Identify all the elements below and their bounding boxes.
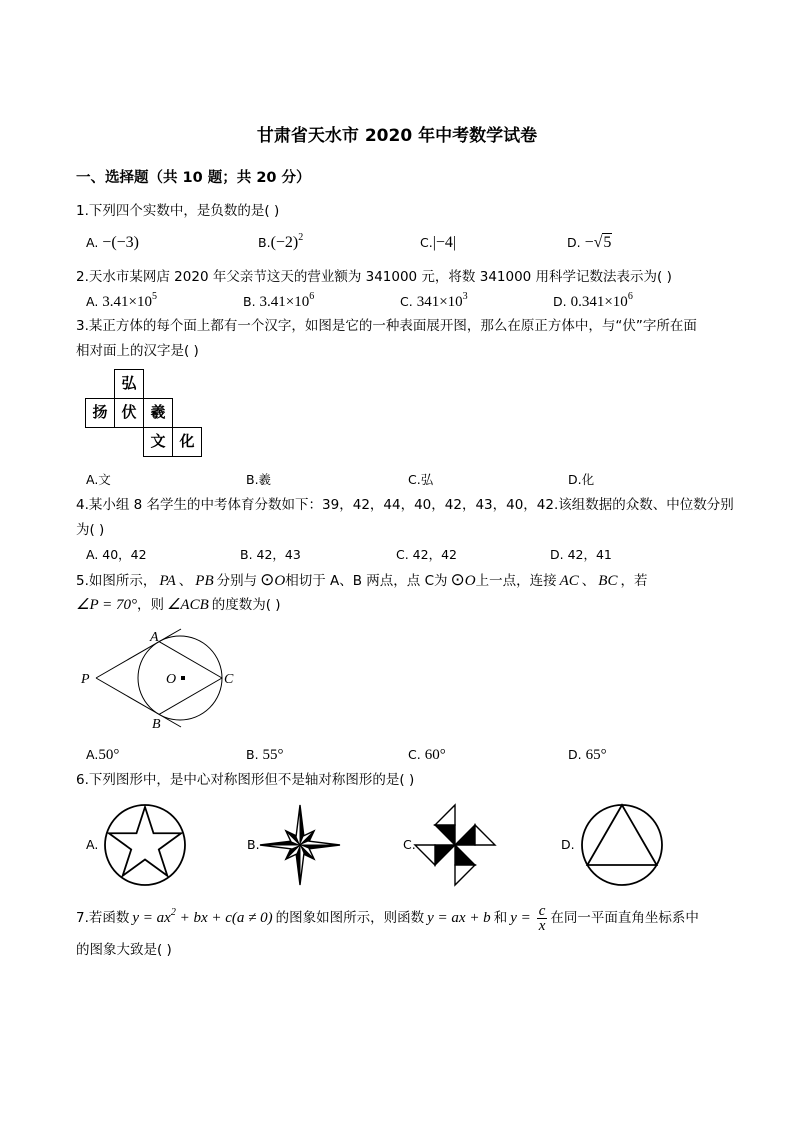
q3-option-b: B.羲 bbox=[246, 472, 272, 487]
q5-text: 5.如图所示， bbox=[76, 573, 157, 589]
q2-option-b bbox=[243, 292, 314, 314]
circle-name: O bbox=[274, 573, 286, 589]
figure-a-star bbox=[109, 807, 181, 876]
q5-text: 分别与 bbox=[216, 573, 258, 589]
segment-ac: AC bbox=[559, 573, 579, 589]
option-sign: − bbox=[584, 234, 594, 251]
option-value: 50° bbox=[98, 747, 120, 763]
quadratic-part: + bx + c(a ≠ 0) bbox=[179, 910, 273, 926]
option-label: D. bbox=[568, 747, 582, 762]
net-cell-bottom2: 化 bbox=[172, 427, 202, 457]
option-label: C. bbox=[408, 747, 421, 762]
quadratic-exponent: 2 bbox=[170, 907, 176, 918]
option-expression: −(−3) bbox=[102, 234, 139, 251]
option-label: C. bbox=[420, 235, 433, 250]
net-cell-center: 伏 bbox=[114, 398, 144, 428]
option-expression: 0.341×10 bbox=[570, 294, 628, 310]
option-value: 55° bbox=[262, 747, 284, 763]
q5-text: ，若 bbox=[620, 573, 648, 589]
quadratic-part: y = ax bbox=[132, 910, 171, 926]
q7-text: 和 bbox=[493, 910, 508, 926]
figure-c-blade-dark bbox=[455, 845, 475, 865]
q7-text: 7.若函数 bbox=[76, 910, 130, 926]
q5-text: 、 bbox=[178, 573, 193, 589]
option-label: D. bbox=[553, 294, 567, 309]
q5-stem-line1 bbox=[76, 570, 647, 591]
net-cell-top: 弘 bbox=[114, 369, 144, 399]
option-expression: 341×10 bbox=[416, 294, 463, 310]
section-heading: 一、选择题（共 10 题；共 20 分） bbox=[76, 170, 311, 186]
option-exponent: 2 bbox=[298, 232, 304, 243]
q6-label-b: B. bbox=[247, 837, 260, 852]
q3-option-a: A.文 bbox=[86, 472, 111, 487]
option-expression: (−2) bbox=[270, 234, 299, 251]
q7-stem-line1 bbox=[76, 903, 699, 935]
figure-c-blade-light bbox=[475, 825, 495, 845]
q4-option-a: A. 40，42 bbox=[86, 547, 147, 562]
q5-option-d bbox=[568, 745, 607, 765]
q5-text: 上一点，连接 bbox=[475, 573, 557, 589]
figure-c-blade-light bbox=[455, 865, 475, 885]
option-expression: 3.41×10 bbox=[102, 294, 153, 310]
center-point bbox=[181, 676, 185, 680]
segment-pb: PB bbox=[195, 573, 214, 589]
option-value: 60° bbox=[424, 747, 446, 763]
inverse-function-lhs: y = bbox=[510, 910, 531, 926]
option-expression: 3.41×10 bbox=[259, 294, 310, 310]
q2-option-c bbox=[400, 292, 468, 314]
q4-option-c: C. 42，42 bbox=[396, 547, 457, 562]
q5-option-c bbox=[408, 745, 446, 765]
q7-text: 在同一平面直角坐标系中 bbox=[550, 910, 699, 926]
net-cell-left: 扬 bbox=[85, 398, 115, 428]
q6-label-a: A. bbox=[86, 837, 99, 852]
compass-star-figure bbox=[260, 805, 340, 885]
q1-option-a bbox=[86, 233, 139, 253]
q4-stem-line2: 为( ) bbox=[76, 522, 105, 538]
q5-text: 、 bbox=[581, 573, 596, 589]
option-expression: |−4| bbox=[432, 234, 457, 251]
q6-stem: 6.下列图形中，是中心对称图形但不是轴对称图形的是( ) bbox=[76, 772, 415, 788]
q1-option-d bbox=[567, 233, 612, 253]
radicand: 5 bbox=[603, 234, 612, 251]
figure-c-blade-light bbox=[415, 845, 435, 865]
option-label: B. bbox=[246, 747, 259, 762]
net-cell-bottom1: 文 bbox=[143, 427, 173, 457]
option-exponent: 6 bbox=[627, 291, 633, 302]
option-label: B. bbox=[258, 235, 271, 250]
option-exponent: 5 bbox=[152, 291, 158, 302]
q5-text: 相切于 A、B 两点，点 C为 bbox=[285, 573, 448, 589]
radical-sign: √ bbox=[593, 234, 603, 251]
circle-symbol: ⊙ bbox=[450, 570, 465, 590]
q4-option-b: B. 42，43 bbox=[240, 547, 301, 562]
q5-option-b bbox=[246, 745, 284, 765]
q1-stem: 1.下列四个实数中，是负数的是( ) bbox=[76, 203, 280, 219]
segment-bc: BC bbox=[598, 573, 618, 589]
q7-text: 的图象如图所示，则函数 bbox=[275, 910, 425, 926]
option-value: 65° bbox=[585, 747, 607, 763]
q4-option-d: D. 42，41 bbox=[550, 547, 612, 562]
q2-option-d bbox=[553, 292, 633, 314]
q5-option-a bbox=[86, 745, 119, 765]
q5-stem-line2 bbox=[76, 595, 281, 615]
figure-c-blade-dark bbox=[455, 825, 475, 845]
label-o: O bbox=[166, 672, 177, 687]
fraction-numerator: c bbox=[538, 902, 546, 919]
symmetry-figures bbox=[100, 800, 700, 890]
q3-stem-line2: 相对面上的汉字是( ) bbox=[76, 343, 199, 359]
option-label: D. bbox=[567, 235, 581, 250]
fraction bbox=[537, 904, 548, 933]
figure-b-spokes bbox=[260, 805, 340, 885]
option-label: A. bbox=[86, 235, 99, 250]
q2-option-a bbox=[86, 292, 157, 314]
option-exponent: 3 bbox=[462, 291, 468, 302]
net-cell-right: 羲 bbox=[143, 398, 173, 428]
q7-stem-line2: 的图象大致是( ) bbox=[76, 942, 172, 958]
linear-function: y = ax + b bbox=[427, 910, 491, 926]
label-b: B bbox=[152, 717, 161, 732]
circle-name: O bbox=[464, 573, 476, 589]
angle-p: ∠P = 70° bbox=[76, 597, 137, 613]
fraction-denominator: x bbox=[538, 917, 546, 934]
label-p: P bbox=[81, 672, 90, 687]
pinwheel-figure bbox=[415, 805, 495, 885]
segment-pa: PA bbox=[159, 573, 176, 589]
q1-option-c bbox=[420, 233, 456, 253]
q3-option-c: C.弘 bbox=[408, 472, 434, 487]
option-label: A. bbox=[86, 294, 99, 309]
figure-c-blade-dark bbox=[435, 825, 455, 845]
circle-o bbox=[138, 636, 222, 720]
triangle-in-circle-figure bbox=[582, 805, 662, 885]
q4-stem-line1: 4.某小组 8 名学生的中考体育分数如下：39，42，44，40，42，43，40，42.该组数据的众数、中位数分别 bbox=[76, 497, 734, 513]
option-label: C. bbox=[400, 294, 413, 309]
circle-symbol: ⊙ bbox=[260, 570, 275, 590]
q6-label-d: D. bbox=[561, 837, 575, 852]
label-a: A bbox=[150, 630, 159, 645]
tangent-circle-figure bbox=[70, 625, 250, 740]
q5-text: ，则 bbox=[136, 597, 164, 613]
quadratic-function bbox=[132, 907, 273, 926]
q2-stem: 2.天水市某网店 2020 年父亲节这天的营业额为 341000 元，将数 341000 用科学记数法表示为( ) bbox=[76, 269, 672, 285]
label-c: C bbox=[224, 672, 234, 687]
page-title: 甘肃省天水市 2020 年中考数学试卷 bbox=[256, 126, 538, 146]
figure-c-blade-dark bbox=[435, 845, 455, 865]
figure-c-blade-light bbox=[435, 805, 455, 825]
q1-option-b bbox=[258, 233, 303, 255]
star-in-circle-figure bbox=[105, 805, 185, 885]
q3-option-d: D.化 bbox=[568, 472, 595, 487]
figure-d-circle bbox=[582, 805, 662, 885]
option-exponent: 6 bbox=[309, 291, 315, 302]
q6-label-c: C. bbox=[403, 837, 416, 852]
q5-text: 的度数为( ) bbox=[211, 597, 281, 613]
option-label: B. bbox=[243, 294, 256, 309]
q3-stem-line1: 3.某正方体的每个面上都有一个汉字，如图是它的一种表面展开图，那么在原正方体中，与“伏”字所在面 bbox=[76, 318, 697, 334]
angle-acb: ∠ACB bbox=[166, 597, 209, 613]
option-label: A. bbox=[86, 747, 99, 762]
